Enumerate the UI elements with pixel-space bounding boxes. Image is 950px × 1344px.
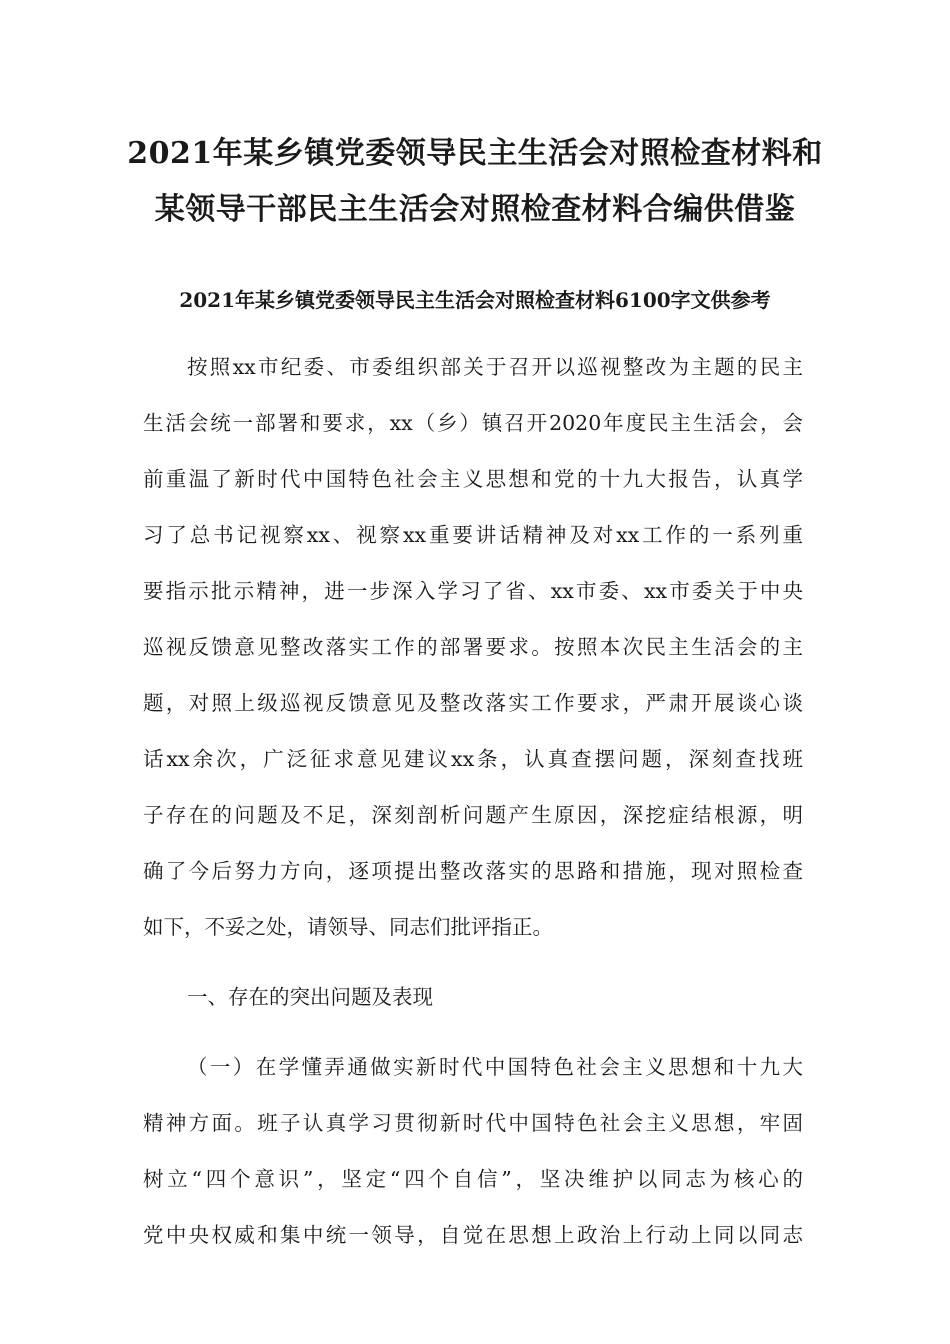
document-title-line-1: 2021年某乡镇党委领导民主生活会对照检查材料和 — [127, 136, 823, 171]
paragraph-line: 如下，不妥之处，请领导、同志们批评指正。 — [143, 915, 553, 939]
document-subtitle: 2021年某乡镇党委领导民主生活会对照检查材料6100字文供参考 — [179, 288, 771, 312]
section-heading: 一、存在的突出问题及表现 — [187, 985, 433, 1009]
paragraph-line: 确了今后努力方向，逐项提出整改落实的思路和措施，现对照检查 — [143, 859, 803, 883]
paragraph-line: 前重温了新时代中国特色社会主义思想和党的十九大报告，认真学 — [143, 467, 803, 491]
paragraph-line: 生活会统一部署和要求，xx（乡）镇召开2020年度民主生活会，会 — [143, 411, 803, 435]
paragraph-line: 树立“四个意识”，坚定“四个自信”，坚决维护以同志为核心的 — [143, 1167, 803, 1191]
paragraph-line: 话xx余次，广泛征求意见建议xx条，认真查摆问题，深刻查找班 — [143, 747, 803, 771]
paragraph-line: 按照xx市纪委、市委组织部关于召开以巡视整改为主题的民主 — [187, 355, 803, 379]
paragraph-line: 党中央权威和集中统一领导，自觉在思想上政治上行动上同以同志 — [143, 1223, 803, 1247]
paragraph-line: 题，对照上级巡视反馈意见及整改落实工作要求，严肃开展谈心谈 — [143, 691, 803, 715]
paragraph-line: 子存在的问题及不足，深刻剖析问题产生原因，深挖症结根源，明 — [143, 803, 803, 827]
document-title-line-2: 某领导干部民主生活会对照检查材料合编供借鉴 — [154, 192, 796, 227]
paragraph-line: 要指示批示精神，进一步深入学习了省、xx市委、xx市委关于中央 — [143, 579, 803, 603]
paragraph-line: 精神方面。班子认真学习贯彻新时代中国特色社会主义思想，牢固 — [143, 1111, 803, 1135]
paragraph-line: 巡视反馈意见整改落实工作的部署要求。按照本次民主生活会的主 — [143, 635, 803, 659]
paragraph-line: 习了总书记视察xx、视察xx重要讲话精神及对xx工作的一系列重 — [143, 523, 803, 547]
paragraph-line: （一）在学懂弄通做实新时代中国特色社会主义思想和十九大 — [187, 1055, 803, 1079]
